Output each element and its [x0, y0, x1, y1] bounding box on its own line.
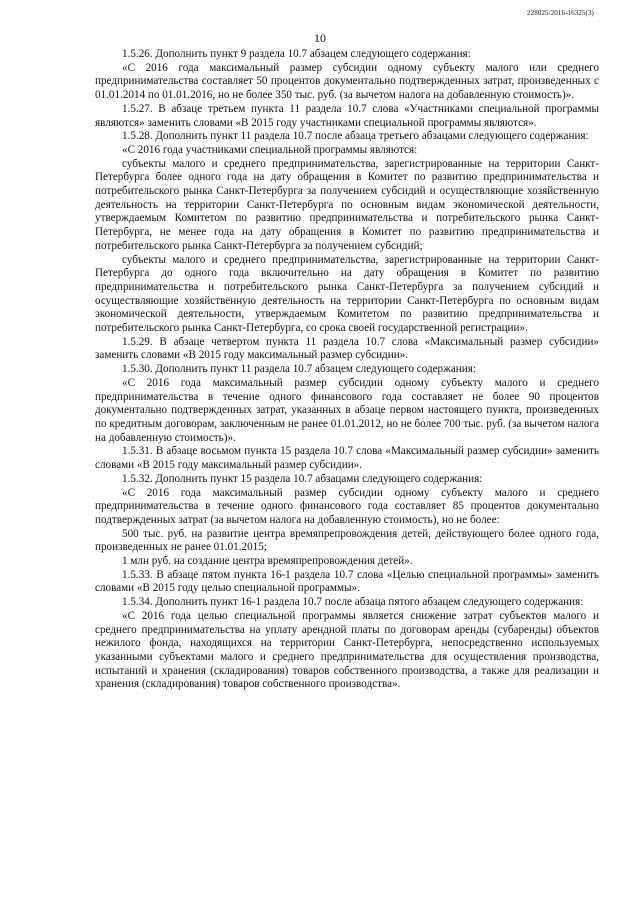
document-body: [95, 48, 599, 692]
paragraph-participants-up-to-one-year: субъекты малого и среднего предпринимательства, зарегистрированные на территории Санкт-Петербурга до одного года включительно на дату обращения в Комитет по развитию предпринимательства и потребительского рынка Санкт-Петербурга за получением субсидий и осуществляющие хозяйственную деятельность на территории Санкт-Петербурга по основным видам экономической деятельности, утверждаемым Комитетом по развитию предпринимательства и потребительского рынка Санкт-Петербурга, со срока своей государственной регистрации».: [95, 253, 599, 335]
paragraph-1-5-26: 1.5.26. Дополнить пункт 9 раздела 10.7 абзацем следующего содержания:: [122, 48, 471, 60]
paragraph-1-5-28: 1.5.28. Дополнить пункт 11 раздела 10.7 после абзаца третьего абзацами следующего содержания:: [122, 130, 589, 143]
paragraph-quote-subsidy-700: «С 2016 года максимальный размер субсидии одному субъекту малого и среднего предпринимательства в течение одного финансового года составляет не более 90 процентов документально подтвержденных затрат, указанных в абзаце первом настоящего пункта, произведенных по кредитным договорам, заключенным не ранее 01.01.2012, но не более 700 тыс. руб. (за вычетом налога на добавленную стоимость)».: [95, 376, 599, 444]
page-number: 10: [314, 31, 326, 45]
paragraph-1-5-27: 1.5.27. В абзаце третьем пункта 11 раздела 10.7 слова «Участниками специальной программы являются» заменить словами «В 2015 году участниками специальной программы являются».: [95, 102, 599, 129]
paragraph-1-5-31: 1.5.31. В абзаце восьмом пункта 15 раздела 10.7 слова «Максимальный размер субсидии» заменить словами «В 2015 году максимальный размер субсидии».: [95, 445, 599, 472]
paragraph-participants-over-one-year: субъекты малого и среднего предпринимательства, зарегистрированные на территории Санкт-Петербурга более одного года на дату обращения в Комитет по развитию предпринимательства и потребительского рынка Санкт-Петербурга за получением субсидий и осуществляющие хозяйственную деятельность на территории Санкт-Петербурга по основным видам экономической деятельности, утверждаемым Комитетом по развитию предпринимательства и потребительского рынка Санкт-Петербурга, не менее года на дату обращения в Комитет по развитию предпринимательства и потребительского рынка Санкт-Петербурга за получением субсидий;: [95, 157, 599, 252]
paragraph-500-thousand: 500 тыс. руб. на развитие центра времяпрепровождения детей, действующего более одного года, произведенных не ранее 01.01.2015;: [95, 527, 599, 554]
document-number: 228025/2016-16325(3): [527, 9, 594, 17]
paragraph-quote-participants: «С 2016 года участниками специальной программы являются:: [122, 143, 418, 156]
paragraph-quote-subsidy-350: «С 2016 года максимальный размер субсидии одному субъекту малого или среднего предпринимательства составляет 50 процентов документально подтвержденных затрат, произведенных с 01.01.2014 по 01.01.2016, но не более 350 тыс. руб. (за вычетом налога на добавленную стоимость)».: [95, 61, 599, 102]
paragraph-quote-subsidy-85-percent: «С 2016 года максимальный размер субсидии одному субъекту малого и среднего предпринимательства в течение одного финансового года составляет 85 процентов документально подтвержденных затрат (за вычетом налога на добавленную стоимость), но не более:: [95, 486, 599, 526]
paragraph-1-5-29: 1.5.29. В абзаце четвертом пункта 11 раздела 10.7 слова «Максимальный размер субсидии» заменить словами «В 2015 году максимальный размер субсидии».: [95, 335, 599, 362]
paragraph-1-5-32: 1.5.32. Дополнить пункт 15 раздела 10.7 абзацами следующего содержания:: [122, 472, 483, 485]
paragraph-quote-program-goal: «С 2016 года целью специальной программы является снижение затрат субъектов малого и среднего предпринимательства на уплату арендной платы по договорам аренды (субаренды) объектов нежилого фонда, находящихся на территории Санкт-Петербурга, непосредственно используемых указанными субъектами малого и среднего предпринимательства для осуществления производства, испытаний и хранения (складирования) товаров собственного производства, а также для реализации и хранения (складирования) товаров собственного производства».: [95, 609, 599, 691]
paragraph-1-5-33: 1.5.33. В абзаце пятом пункта 16-1 раздела 10.7 слова «Целью специальной программы» заменить словами «В 2015 году целью специальной программы».: [95, 568, 599, 595]
paragraph-1-million: 1 млн руб. на создание центра времяпрепровождения детей».: [122, 555, 413, 568]
paragraph-1-5-34: 1.5.34. Дополнить пункт 16-1 раздела 10.7 после абзаца пятого абзацем следующего содержания:: [122, 596, 584, 609]
paragraph-1-5-30: 1.5.30. Дополнить пункт 11 раздела 10.7 абзацем следующего содержания:: [122, 363, 476, 376]
